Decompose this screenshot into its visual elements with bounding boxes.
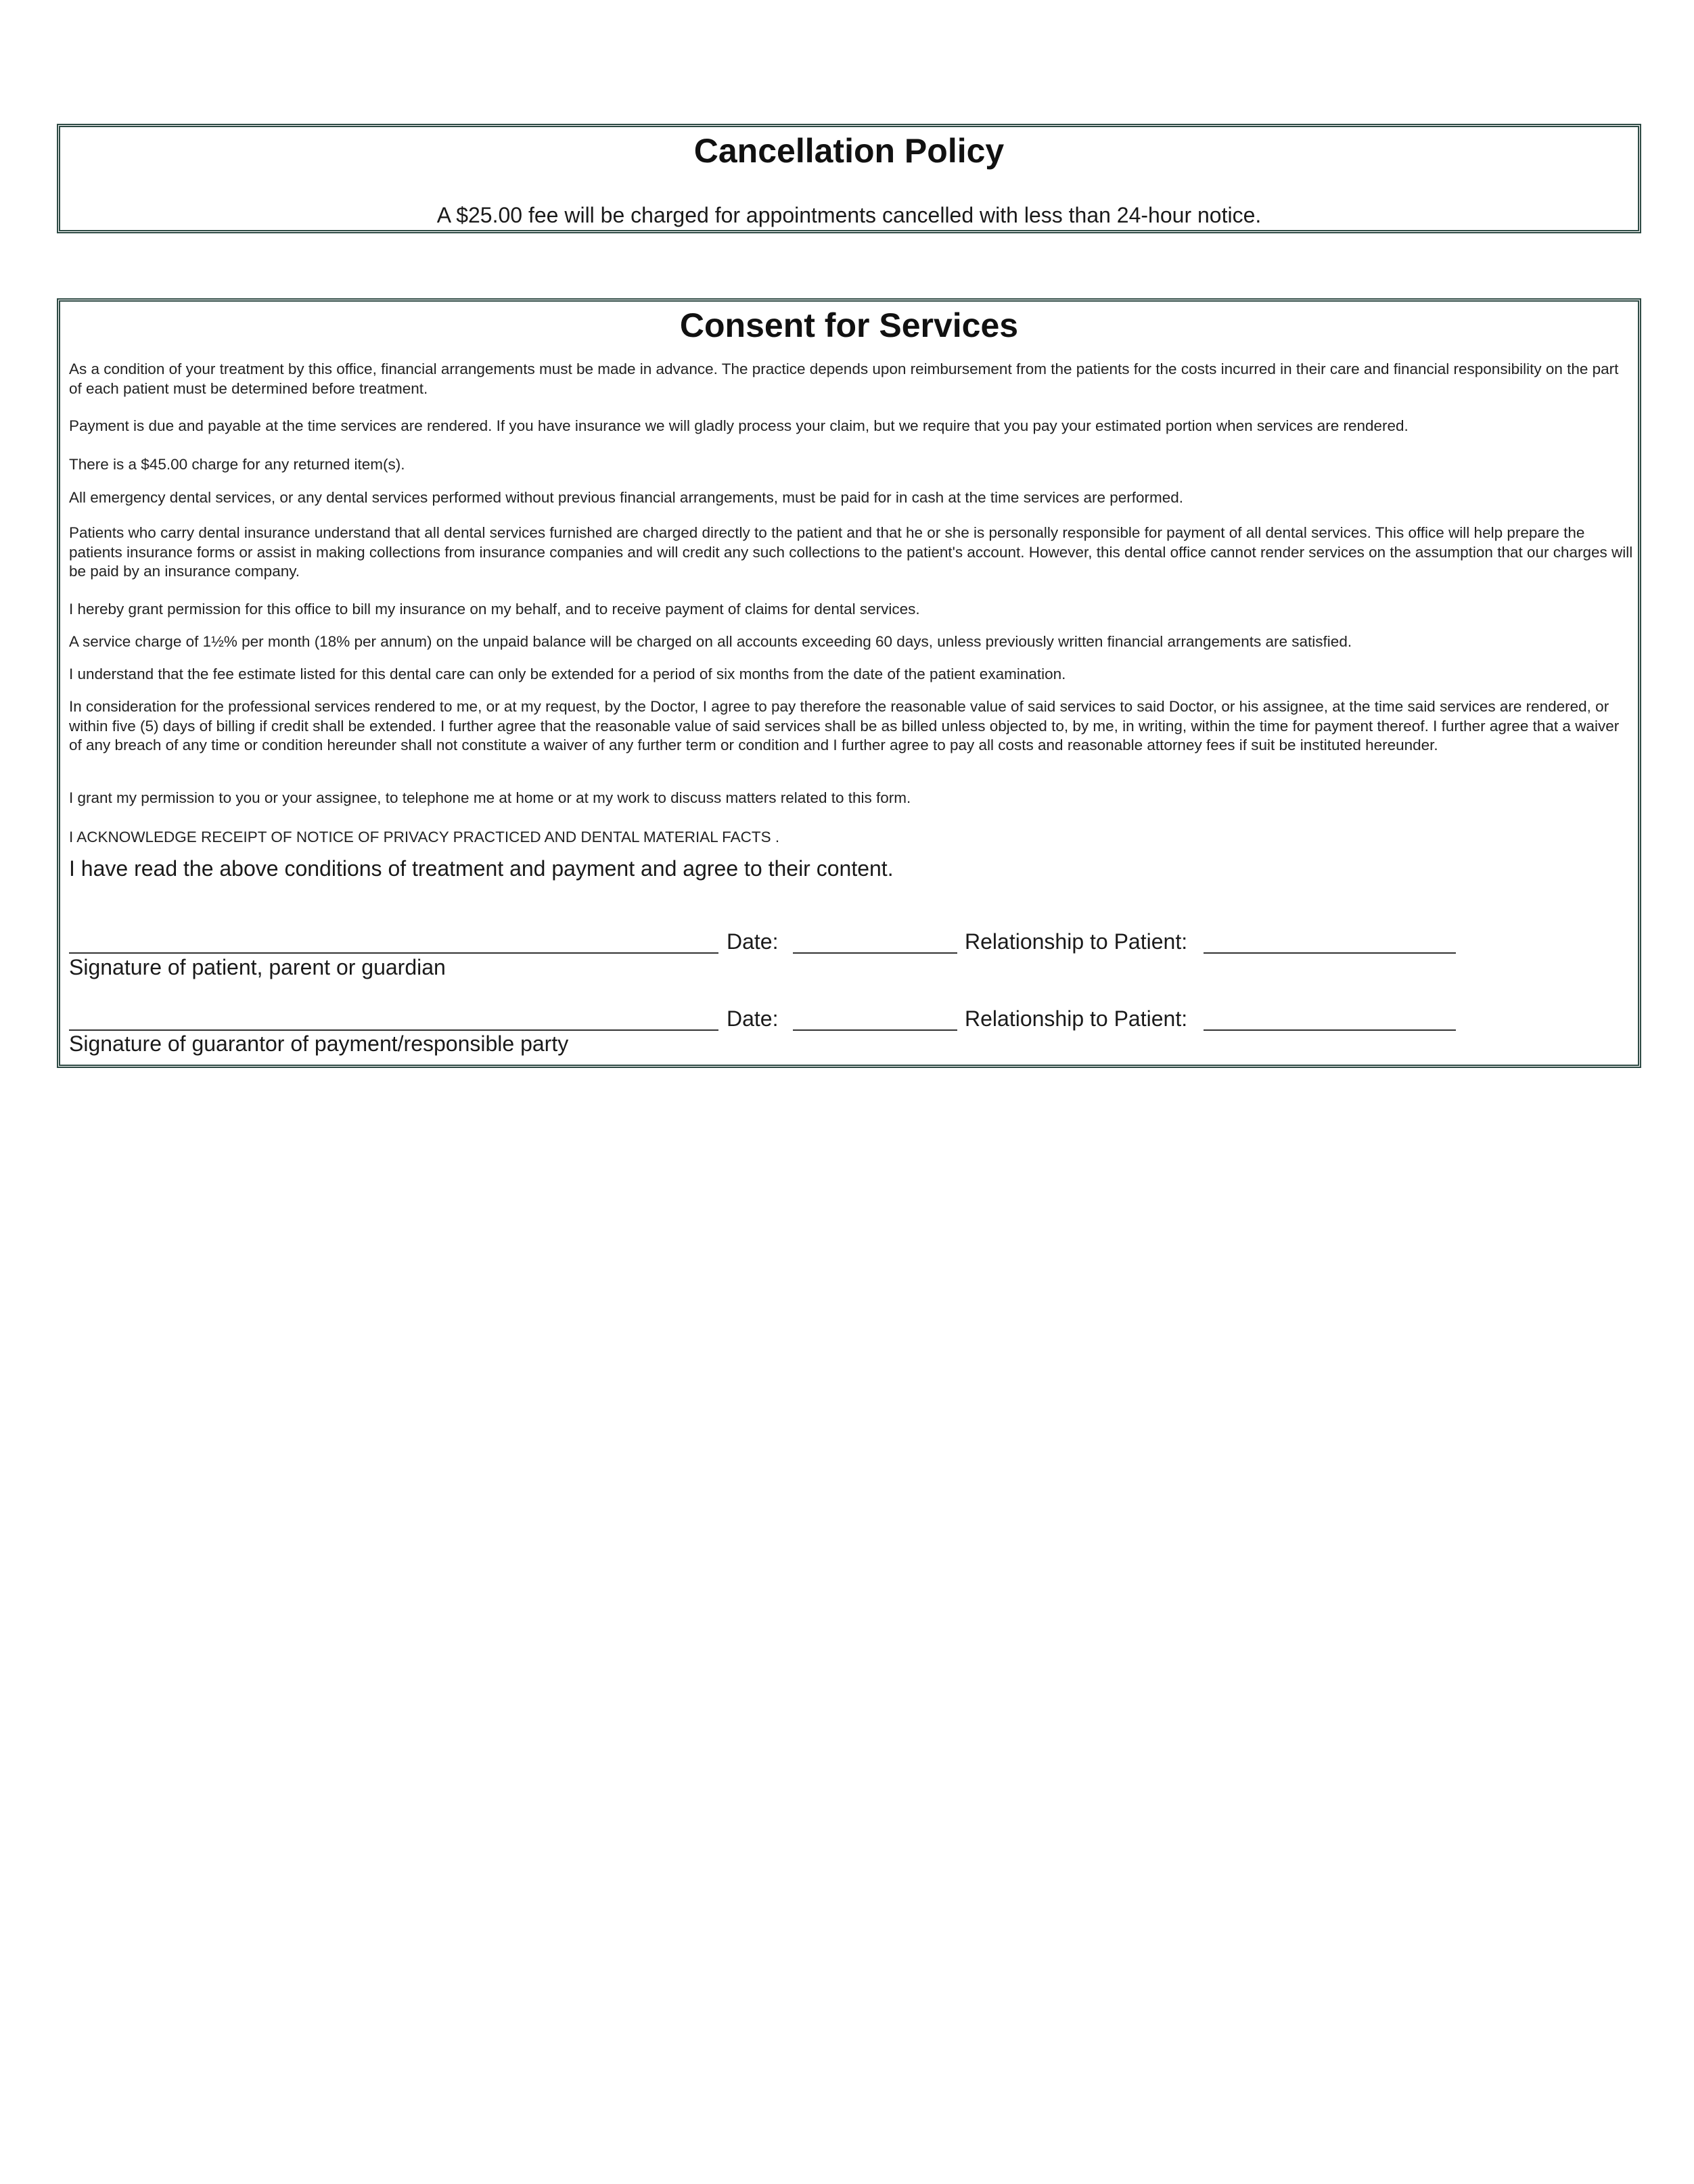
cancellation-policy-box — [57, 124, 1641, 233]
consent-paragraph-telephone-permission: I grant my permission to you or your assignee, to telephone me at home or at my work to discuss matters related to this form. — [69, 789, 911, 806]
guarantor-relationship-label: Relationship to Patient: — [965, 1006, 1188, 1031]
patient-relationship-field[interactable] — [1204, 952, 1456, 954]
consent-paragraph-acknowledge-privacy: I ACKNOWLEDGE RECEIPT OF NOTICE OF PRIVACY PRACTICED AND DENTAL MATERIAL FACTS . — [69, 829, 780, 845]
consent-paragraph-bill-insurance: I hereby grant permission for this office to bill my insurance on my behalf, and to receive payment of claims for dental services. — [69, 601, 920, 618]
consent-paragraph-payment-due: Payment is due and payable at the time services are rendered. If you have insurance we will gladly process your claim, but we require that you pay your estimated portion when services are rendered. — [69, 417, 1409, 434]
patient-relationship-label: Relationship to Patient: — [965, 929, 1188, 954]
cancellation-policy-title: Cancellation Policy — [693, 132, 1005, 170]
patient-date-field[interactable] — [793, 952, 957, 954]
consent-title: Consent for Services — [679, 306, 1019, 344]
guarantor-signature-caption: Signature of guarantor of payment/responsible party — [69, 1031, 569, 1056]
consent-paragraph-professional-services: In consideration for the professional services rendered to me, or at my request, by the Doctor, I agree to pay therefore the reasonable value of said services to said Doctor, or his assignee, at the time said services are rendered, or within five (5) days of billing if credit shall be extended. I further agree that the reasonable value of said services shall be as billed unless objected to, by me, in writing, within the time for payment thereof. I further agree that a waiver of any breach of any time or condition hereunder shall not constitute a waiver of any further term or condition and I further agree to pay all costs and reasonable attorney fees if suit be instituted hereunder. — [69, 698, 1620, 753]
consent-paragraph-service-charge: A service charge of 1½% per month (18% per annum) on the unpaid balance will be charged on all accounts exceeding 60 days, unless previously written financial arrangements are satisfied. — [69, 633, 1352, 650]
patient-signature-caption: Signature of patient, parent or guardian — [69, 955, 446, 979]
consent-paragraph-fee-estimate: I understand that the fee estimate listed for this dental care can only be extended for a period of six months from the date of the patient examination. — [69, 666, 1066, 682]
consent-paragraph-emergency-services: All emergency dental services, or any dental services performed without previous financial arrangements, must be paid for in cash at the time services are performed. — [69, 489, 1184, 506]
agreement-statement: I have read the above conditions of treatment and payment and agree to their content. — [69, 856, 894, 881]
guarantor-relationship-field[interactable] — [1204, 1029, 1456, 1031]
cancellation-policy-text: A $25.00 fee will be charged for appointments cancelled with less than 24-hour notice. — [436, 203, 1262, 227]
patient-date-label: Date: — [727, 929, 779, 954]
guarantor-date-field[interactable] — [793, 1029, 957, 1031]
patient-signature-line[interactable] — [69, 952, 718, 954]
guarantor-date-label: Date: — [727, 1006, 779, 1031]
guarantor-signature-line[interactable] — [69, 1029, 718, 1031]
consent-paragraph-dental-insurance: Patients who carry dental insurance understand that all dental services furnished are charged directly to the patient and that he or she is personally responsible for payment of all dental services. This office will help prepare the patients insurance forms or assist in making collections from insurance companies and will credit any such collections to the patient's account. However, this dental office cannot render services on the assumption that our charges will be paid by an insurance company. — [69, 524, 1633, 580]
consent-paragraph-advance-arrangements: As a condition of your treatment by this office, financial arrangements must be made in advance. The practice depends upon reimbursement from the patients for the costs incurred in their care and financial responsibility on the part of each patient must be determined before treatment. — [69, 361, 1619, 397]
consent-paragraph-returned-items: There is a $45.00 charge for any returned item(s). — [69, 456, 405, 473]
consent-for-services-box — [57, 298, 1641, 1068]
